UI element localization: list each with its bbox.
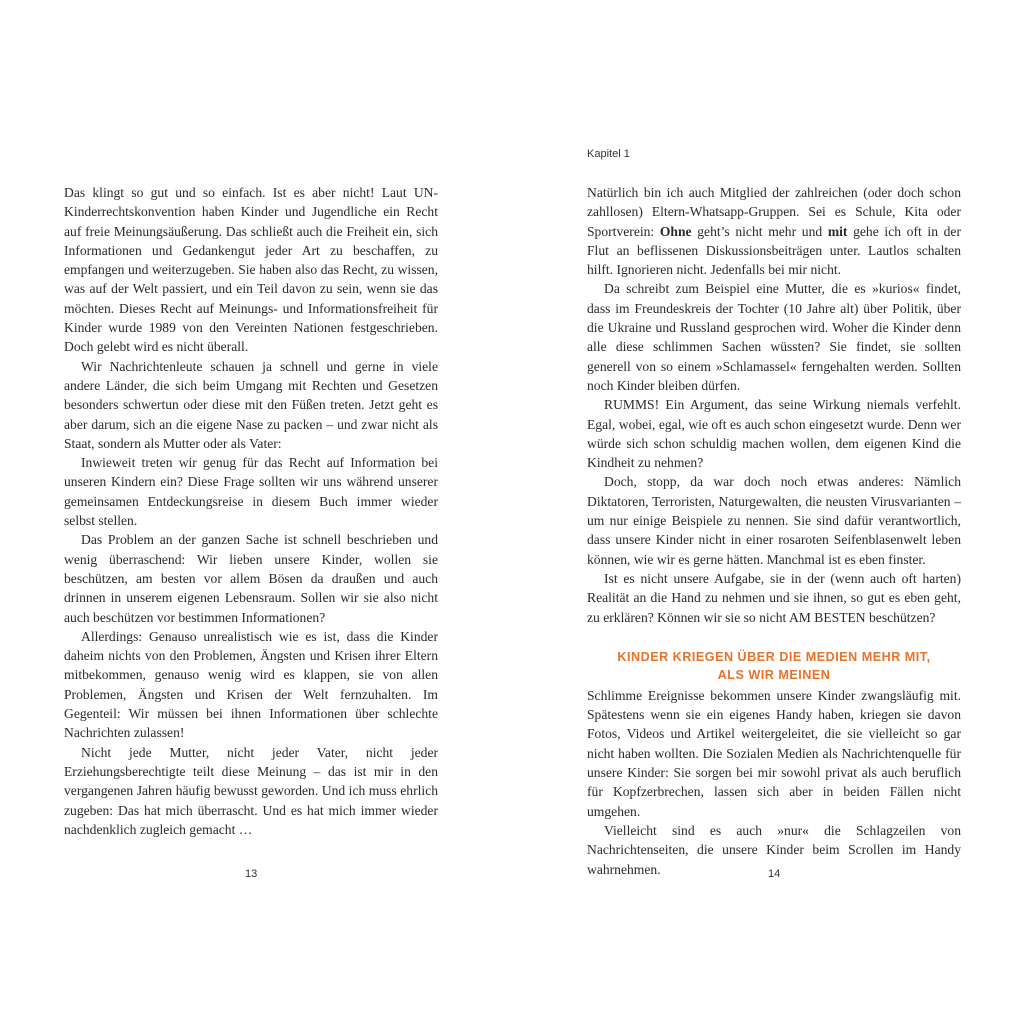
text-run: geht’s nicht mehr und	[691, 223, 828, 239]
section-heading	[587, 648, 961, 684]
text-run: Natürlich bin ich auch Mitglied der zahlreichen (oder doch schon zahllosen) Eltern-Whatsapp-Gruppen. Sei es Schule, Kita oder Sportverein:	[587, 185, 961, 239]
paragraph: Schlimme Ereignisse bekommen unsere Kinder zwangsläufig mit. Spätestens wenn sie ein eigenes Handy haben, kriegen sie davon Fotos, Videos und Artikel weitergeleitet, die sie vielleicht so gar nicht haben wollten. Die Sozialen Medien als Nachrichtenquelle für unsere Kinder: Sie sorgen bei mir sowohl privat als auch beruflich für Kopfzerbrechen, lassen sich aber in beiden Fällen nicht umgehen.	[587, 687, 961, 819]
running-head: Kapitel 1	[587, 148, 630, 160]
page-number: 14	[768, 868, 781, 880]
paragraph: Nicht jede Mutter, nicht jeder Vater, nicht jeder Erziehungsberechtigte teilt diese Meinung – das ist mir in den vergangenen Jahren häufig bewusst geworden. Und ich muss ehrlich zugeben: Das hat mich überrascht. Und es hat mich immer wieder nachdenklich zugleich gemacht …	[64, 744, 438, 837]
left-page	[64, 0, 438, 1024]
bold-text: Ohne	[659, 223, 692, 239]
paragraph: Wir Nachrichtenleute schauen ja schnell und gerne in viele andere Länder, die sich beim Umgang mit Rechten und Gesetzen besonders schwertun oder diese mit den Füßen treten. Jetzt geht es aber darum, sich an die eigene Nase zu packen – und zwar nicht als Staat, sondern als Mutter oder als Vater:	[64, 358, 438, 451]
page-number: 13	[245, 868, 258, 880]
paragraph	[587, 183, 961, 279]
paragraph: Inwieweit treten wir genug für das Recht auf Information bei unseren Kindern ein? Diese Frage sollten wir uns während unserer gemeinsamen Entdeckungsreise in diesem Buch immer wieder selbst stellen.	[64, 455, 438, 529]
text-run: gehe ich oft in der Flut an beflissenen Diskussionsbeiträgen unter. Lautlos schalten hilft. Ignorieren nicht. Jedenfalls bei mir nicht.	[587, 223, 961, 278]
paragraph: Das klingt so gut und so einfach. Ist es aber nicht! Laut UN-Kinderrechtskonvention haben Kinder und Jugendliche ein Recht auf freie Meinungsäußerung. Das schließt auch die Freiheit ein, sich Informationen und Gedankengut jeder Art zu beschaffen, zu empfangen und weiterzugeben. Sie haben also das Recht, zu wissen, was auf der Welt passiert, und ein Teil davon zu sein, wenn sie das möchten. Dieses Recht auf Meinungs- und Informationsfreiheit für Kinder wurde 1989 von den Vereinten Nationen festgeschrieben. Doch gelebt wird es nicht überall.	[64, 185, 438, 355]
bold-text: mit	[827, 223, 848, 239]
right-page-body	[587, 183, 961, 879]
section-heading-line: ALS WIR MEINEN	[717, 667, 831, 682]
paragraph: Vielleicht sind es auch »nur« die Schlagzeilen von Nachrichtenseiten, die unsere Kinder beim Scrollen im Handy wahrnehmen.	[587, 822, 961, 877]
left-page-body	[64, 183, 438, 839]
paragraph: Ist es nicht unsere Aufgabe, sie in der (wenn auch oft harten) Realität an die Hand zu nehmen und sie ihnen, so gut es eben geht, zu erklären? Können wir sie so nicht AM BESTEN beschützen?	[587, 570, 961, 625]
paragraph: Allerdings: Genauso unrealistisch wie es ist, dass die Kinder daheim nichts von den Problemen, Ängsten und Krisen ihrer Eltern mitbekommen, genauso wenig wird es klappen, sie von allen Problemen, Ängsten und Krisen der Welt fernzuhalten. Im Gegenteil: Wir müssen bei ihnen Informationen über schlechte Nachrichten zulassen!	[64, 628, 438, 741]
right-page	[587, 0, 961, 1024]
paragraph: RUMMS! Ein Argument, das seine Wirkung niemals verfehlt. Egal, wobei, egal, wie oft es auch schon eingesetzt wurde. Denn wer würde sich schon schuldig machen wollen, dem eigenen Kind die Kindheit zu nehmen?	[587, 397, 961, 471]
paragraph: Doch, stopp, da war doch noch etwas anderes: Nämlich Diktatoren, Terroristen, Naturgewalten, die neusten Virusvarianten – um nur einige Beispiele zu nennen. Sie sind dafür verantwortlich, dass unsere Kinder nicht in einer rosaroten Seifenblasenwelt leben können, wie wir es gerne hätten. Manchmal ist es eben finster.	[587, 474, 961, 567]
paragraph: Da schreibt zum Beispiel eine Mutter, die es »kurios« findet, dass im Freundeskreis der Tochter (10 Jahre alt) über Politik, über die Ukraine und Russland gesprochen wird. Woher die Kinder denn alle diese schlimmen Sachen wüssten? Sie findet, sie sollten generell von so einem »Schlamassel« ferngehalten werden. Sollten noch Kinder bleiben dürfen.	[587, 281, 961, 393]
section-heading-line: KINDER KRIEGEN ÜBER DIE MEDIEN MEHR MIT,	[617, 649, 931, 664]
paragraph: Das Problem an der ganzen Sache ist schnell beschrieben und wenig überraschend: Wir lieben unsere Kinder, wollen sie beschützen, am besten vor allem Bösen da draußen und auch drinnen in unserem eigenen Lebensraum. Sollen wir sie also nicht auch beschützen vor bestimmen Informationen?	[64, 532, 438, 625]
